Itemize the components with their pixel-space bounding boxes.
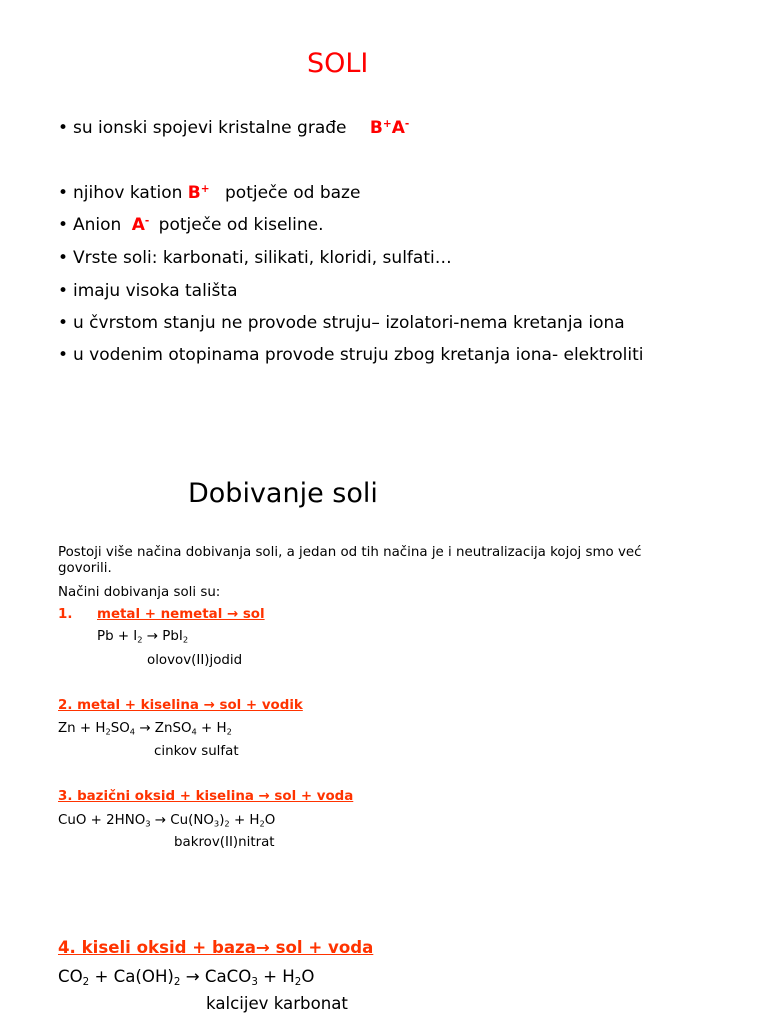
method-4-product: kalcijev karbonat <box>206 994 348 1013</box>
page-title: SOLI <box>307 48 369 79</box>
bullet-icon: • <box>58 118 69 138</box>
method-4-heading: 4. kiseli oksid + baza→ sol + voda <box>58 938 374 957</box>
bullet-2 <box>58 183 360 203</box>
bullet-suffix: potječe od baze <box>225 183 361 203</box>
cation-symbol: B+ <box>187 183 210 203</box>
bullet-text: imaju visoka tališta <box>73 281 238 301</box>
bullet-icon: • <box>58 215 69 235</box>
method-1-heading: 1. metal + nemetal → sol <box>58 607 265 622</box>
bullet-1 <box>58 118 409 138</box>
anion-symbol: A- <box>131 215 150 235</box>
method-1-equation: $Pb + I_2 \to PbI_2$ <box>97 629 189 645</box>
bullet-4 <box>58 248 452 268</box>
method-1-text: metal + nemetal → sol <box>97 607 265 622</box>
bullet-icon: • <box>58 248 69 268</box>
method-3-heading: 3. bazični oksid + kiselina → sol + voda <box>58 789 354 804</box>
method-2-product: cinkov sulfat <box>154 744 239 759</box>
method-2-heading: 2. metal + kiselina → sol + vodik <box>58 698 303 713</box>
bullet-icon: • <box>58 281 69 301</box>
method-3-equation: CuO + $2HNO_3 \to Cu(NO_3)_2 + H_2O$ <box>58 813 276 829</box>
bullet-prefix: Anion <box>73 215 122 235</box>
bullet-prefix: njihov kation <box>73 183 183 203</box>
method-2-equation: $Zn + H_2SO_4$ → ZnSO$_4$ + $H_2$ <box>58 721 232 737</box>
method-1-product: olovov(II)jodid <box>147 653 243 668</box>
method-4-equation: $CO_2 + Ca(OH)_2$ → CaCO$_3$ + $H_2O$ <box>58 967 315 989</box>
bullet-icon: • <box>58 313 69 333</box>
bullet-3 <box>58 215 323 235</box>
bullet-5 <box>58 281 237 301</box>
bullet-text: u čvrstom stanju ne provode struju– izolatori-nema kretanja iona <box>73 313 625 333</box>
salt-formula: B+A- <box>369 118 410 138</box>
method-3-product: bakrov(II)nitrat <box>174 835 275 850</box>
bullet-7 <box>58 345 644 365</box>
intro-line: Načini dobivanja soli su: <box>58 585 221 600</box>
bullet-text: Vrste soli: karbonati, silikati, kloridi, sulfati… <box>73 248 452 268</box>
section-title: Dobivanje soli <box>188 478 378 509</box>
bullet-6 <box>58 313 625 333</box>
bullet-icon: • <box>58 183 69 203</box>
bullet-suffix: potječe od kiseline. <box>158 215 324 235</box>
bullet-text: u vodenim otopinama provode struju zbog kretanja iona- elektroliti <box>73 345 644 365</box>
intro-line: Postoji više načina dobivanja soli, a jedan od tih načina je i neutralizacija kojoj smo već <box>58 545 642 560</box>
bullet-icon: • <box>58 345 69 365</box>
intro-line: govorili. <box>58 561 112 576</box>
bullet-text: su ionski spojevi kristalne građe <box>73 118 347 138</box>
